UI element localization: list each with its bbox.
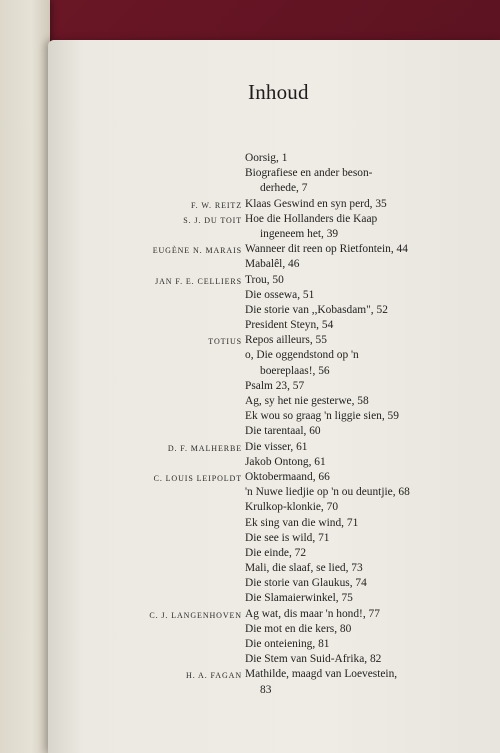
toc-entry: Ek wou so graag 'n liggie sien, 59 (245, 410, 399, 423)
toc-entry: Die Stem van Suid-Afrika, 82 (245, 653, 382, 666)
toc-row (0, 517, 500, 532)
toc-row (0, 486, 500, 501)
toc-entry: Oorsig, 1 (245, 152, 288, 164)
toc-author: S. J. DU TOIT (183, 215, 242, 225)
toc-row (0, 410, 500, 425)
toc-row (0, 334, 500, 349)
toc-entry: o, Die oggendstond op 'n (245, 349, 359, 362)
toc-row (0, 198, 500, 213)
toc-entry: Psalm 23, 57 (245, 379, 305, 392)
toc-row (0, 274, 500, 289)
toc-entry: Die mot en die kers, 80 (245, 622, 352, 635)
toc-row (0, 532, 500, 547)
toc-author: F. W. REITZ (190, 200, 242, 210)
toc-author: H. A. FAGAN (186, 671, 242, 681)
toc-entry: Die see is wild, 71 (245, 531, 330, 544)
toc-entry: Jakob Ontong, 61 (245, 455, 326, 468)
toc-row (0, 213, 500, 228)
toc-row (0, 547, 500, 562)
toc-row (0, 395, 500, 410)
toc-author: C. J. LANGENHOVEN (149, 610, 242, 620)
toc-entry: ingeneem het, 39 (260, 227, 339, 240)
toc-entry: Oktobermaand, 66 (245, 470, 330, 483)
toc-entry: boereplaas!, 56 (260, 364, 330, 377)
toc-entry: Trou, 50 (245, 273, 284, 286)
toc-row (0, 501, 500, 516)
toc-entry: Mathilde, maagd van Loevestein, (245, 668, 398, 681)
toc-row (0, 608, 500, 623)
toc-row (0, 668, 500, 683)
toc-entry: Die einde, 72 (245, 546, 307, 559)
toc-row (0, 471, 500, 486)
toc-row (0, 380, 500, 395)
toc-author: TOTIUS (208, 337, 242, 347)
toc-entry: Die ossewa, 51 (245, 288, 315, 301)
toc-row (0, 258, 500, 273)
toc-entry: Repos ailleurs, 55 (245, 334, 327, 347)
toc-entry: Wanneer dit reen op Rietfontein, 44 (245, 243, 408, 256)
toc-row (0, 456, 500, 471)
toc-entry: Mali, die slaaf, se lied, 73 (245, 562, 363, 575)
toc-entry: Ag, sy het nie gesterwe, 58 (245, 395, 369, 407)
table-of-contents (0, 152, 500, 699)
toc-row (0, 152, 500, 167)
toc-row (0, 167, 500, 182)
toc-row (0, 319, 500, 334)
toc-row (0, 243, 500, 258)
toc-entry: Die tarentaal, 60 (245, 425, 321, 438)
toc-row (0, 425, 500, 440)
toc-entry: Die onteiening, 81 (245, 638, 330, 650)
toc-entry: 'n Nuwe liedjie op 'n ou deuntjie, 68 (245, 486, 410, 499)
toc-row (0, 365, 500, 380)
toc-entry: President Steyn, 54 (245, 319, 334, 332)
toc-row (0, 182, 500, 197)
toc-entry: Mabalêl, 46 (245, 258, 300, 271)
toc-entry: Die storie van Glaukus, 74 (245, 577, 367, 590)
toc-row (0, 592, 500, 607)
toc-entry: Ek sing van die wind, 71 (245, 516, 359, 529)
toc-entry: Klaas Geswind en syn perd, 35 (245, 197, 387, 210)
toc-row (0, 441, 500, 456)
toc-row (0, 562, 500, 577)
toc-entry: 83 (260, 683, 272, 696)
toc-row (0, 289, 500, 304)
toc-row (0, 577, 500, 592)
toc-entry: Biografiese en ander beson- (245, 167, 373, 180)
toc-entry: Ag wat, dis maar 'n hond!, 77 (245, 607, 380, 620)
toc-row (0, 228, 500, 243)
toc-entry: derhede, 7 (260, 182, 308, 195)
toc-entry: Die visser, 61 (245, 440, 308, 453)
toc-row (0, 623, 500, 638)
toc-author: C. LOUIS LEIPOLDT (153, 473, 242, 483)
toc-author: EUGÈNE N. MARAIS (152, 246, 242, 256)
toc-author: D. F. MALHERBE (167, 443, 242, 453)
toc-entry: Hoe die Hollanders die Kaap (245, 212, 378, 225)
toc-row (0, 638, 500, 653)
toc-row (0, 684, 500, 699)
toc-row (0, 653, 500, 668)
page-title: Inhoud (248, 80, 309, 104)
toc-row (0, 304, 500, 319)
toc-entry: Die Slamaierwinkel, 75 (245, 592, 353, 605)
toc-entry: Krulkop-klonkie, 70 (245, 501, 339, 514)
toc-row (0, 349, 500, 364)
toc-author: JAN F. E. CELLIERS (155, 276, 242, 286)
toc-entry: Die storie van ,,Kobasdam", 52 (245, 303, 388, 316)
